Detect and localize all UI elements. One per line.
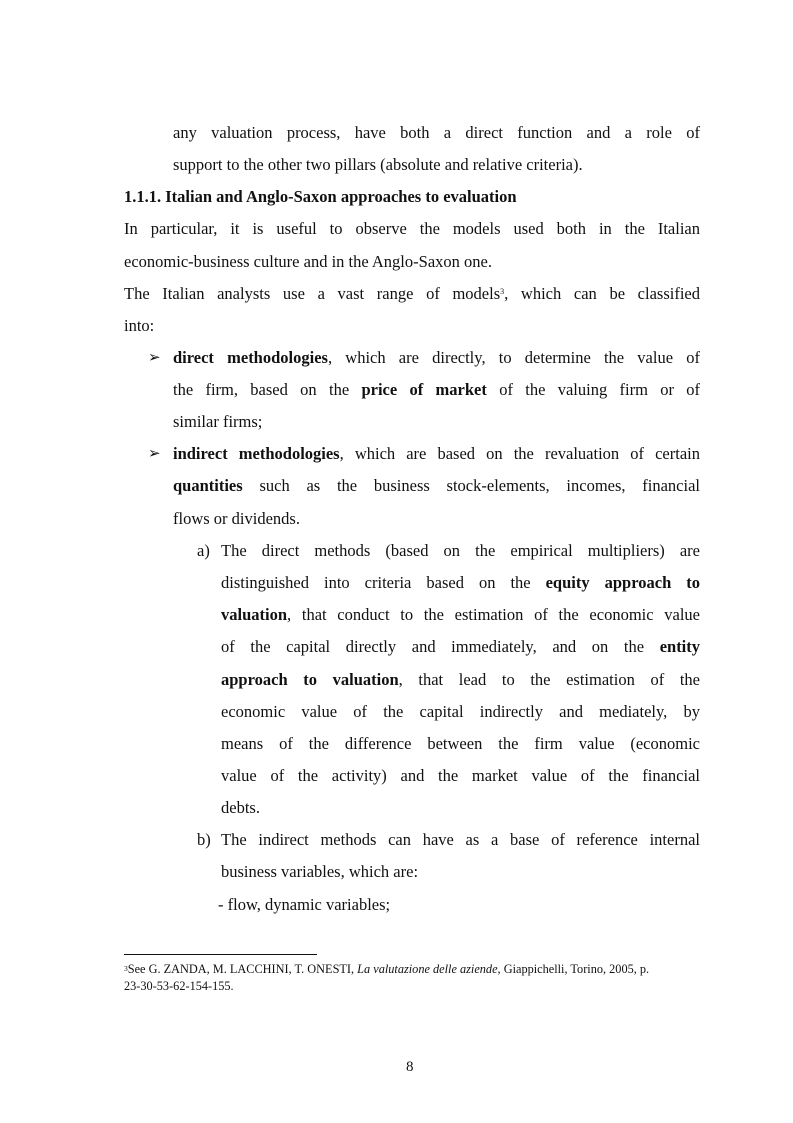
footnote-ref: 3 <box>500 287 505 296</box>
item-a-line-3 <box>221 605 700 625</box>
footnote-number: 3 <box>124 964 128 973</box>
bullet-arrow-icon: ➢ <box>148 350 161 366</box>
para2-text-a: The Italian analysts use a vast range of models <box>124 284 501 303</box>
footnote-line-1 <box>124 961 704 978</box>
item-a-line-9: debts. <box>221 798 260 817</box>
item-a-line2-bold: equity approach to <box>545 573 700 592</box>
para1-line-1: In particular, it is useful to observe the models used both in the Italian <box>124 219 700 238</box>
section-heading: 1.1.1. Italian and Anglo-Saxon approaches to evaluation <box>124 187 517 206</box>
footnote-text-b: , Giappichelli, Torino, 2005, p. <box>497 962 650 976</box>
item-a-line-5 <box>221 670 700 690</box>
item-a-line-7: means of the difference between the firm value (economic <box>221 734 700 753</box>
para2-line-2: into: <box>124 316 155 335</box>
item-a-line-4 <box>221 637 700 657</box>
page-number: 8 <box>406 1059 414 1075</box>
para1-line-2: economic-business culture and in the Anglo-Saxon one. <box>124 252 492 271</box>
bullet2-line-2 <box>173 476 700 496</box>
bullet2-line1-rest: , which are based on the revaluation of certain <box>339 444 700 463</box>
bullet2-term: indirect methodologies <box>173 444 340 463</box>
bullet1-line1-rest: , which are directly, to determine the value of <box>327 348 700 367</box>
item-a-line-8: value of the activity) and the market value of the financial <box>221 766 700 785</box>
footnote-line-2: 23-30-53-62-154-155. <box>124 979 234 993</box>
bullet1-line2-a: the firm, based on the <box>173 380 350 399</box>
item-a-line5-bold: approach to valuation <box>221 670 399 689</box>
item-a-line-6: economic value of the capital indirectly and mediately, by <box>221 702 700 721</box>
bullet1-term: direct methodologies <box>173 348 328 367</box>
item-a-line2-a: distinguished into criteria based on the <box>221 573 531 592</box>
item-a-line5-rest: , that lead to the estimation of the <box>398 670 700 689</box>
intro-line-1: any valuation process, have both a direct function and a role of <box>173 123 700 142</box>
item-a-line-1: The direct methods (based on the empirical multipliers) are <box>221 541 700 560</box>
footnote-book-title: La valutazione delle aziende <box>357 962 498 976</box>
bullet1-line2-bold: price of market <box>361 380 487 399</box>
item-a-line4-a: of the capital directly and immediately, and on the <box>221 637 645 656</box>
bullet1-line-2 <box>173 380 700 400</box>
item-a-line-2 <box>221 573 700 593</box>
item-b-line-3: - flow, dynamic variables; <box>218 895 391 914</box>
footnote-divider <box>124 954 317 955</box>
item-b-line-2: business variables, which are: <box>221 862 419 881</box>
bullet1-line-1 <box>173 348 700 368</box>
bullet2-line2-rest: such as the business stock-elements, incomes, financial <box>259 476 700 495</box>
bullet2-line-1 <box>173 444 700 464</box>
item-b-marker: b) <box>197 830 211 849</box>
item-a-line3-bold: valuation <box>221 605 288 624</box>
bullet-arrow-icon: ➢ <box>148 446 161 462</box>
footnote-text-a: See G. ZANDA, M. LACCHINI, T. ONESTI, <box>127 962 358 976</box>
bullet2-line-3: flows or dividends. <box>173 509 300 528</box>
intro-line-2: support to the other two pillars (absolute and relative criteria). <box>173 155 583 174</box>
para2-text-b: , which can be classified <box>504 284 700 303</box>
item-a-line4-bold: entity <box>659 637 701 656</box>
bullet1-line-3: similar firms; <box>173 412 263 431</box>
para2-line-1 <box>124 284 700 304</box>
item-a-line3-rest: , that conduct to the estimation of the economic value <box>287 605 700 624</box>
bullet1-line2-b: of the valuing firm or of <box>499 380 701 399</box>
item-b-line-1: The indirect methods can have as a base of reference internal <box>221 830 700 849</box>
bullet2-line2-bold: quantities <box>173 476 243 495</box>
item-a-marker: a) <box>197 541 210 560</box>
